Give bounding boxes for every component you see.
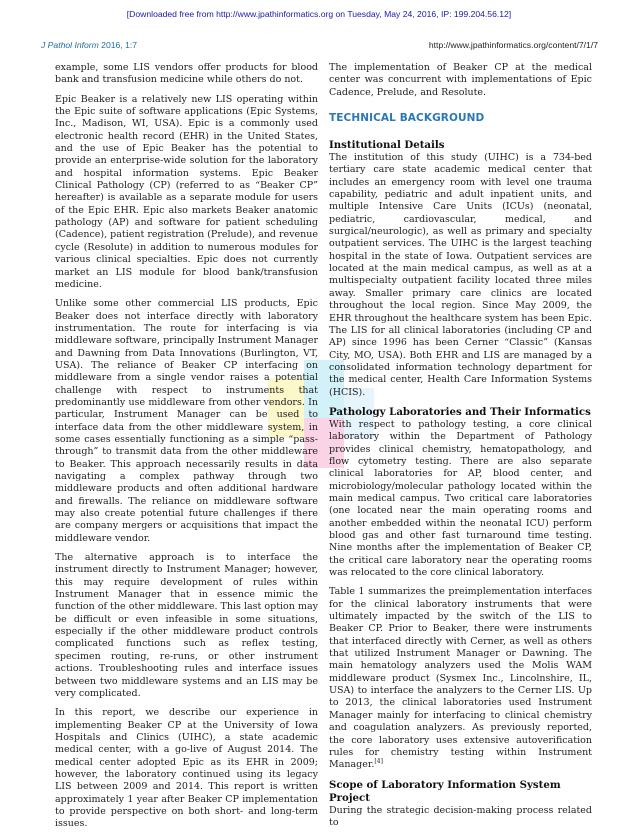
subsection-heading: Institutional Details: [329, 139, 445, 152]
section-heading: TECHNICAL BACKGROUND: [329, 112, 485, 125]
reference-link[interactable]: [4]: [374, 758, 383, 766]
subsection-heading: Pathology Laboratories and Their Informatics: [329, 405, 591, 418]
download-banner: [Downloaded free from http://www.jpathinformatics.org on Tuesday, May 24, 2016, IP: 199.204.56.12]: [126, 9, 512, 19]
paragraph: Epic Beaker is a relatively new LIS operating within the Epic suite of software applications (Epic Systems, Inc., Madison, WI, USA). Epic is a commonly used electronic health record (EHR) in the United States, and the use of Epic Beaker has the potential to provide an enterprise-wide solution for the laboratory and hospital information systems. Epic Beaker Clinical Pathology (CP) (referred to as “Beaker CP” hereafter) is available as a separate module for users of the Epic EHR. Epic also markets Beaker anatomic pathology (AP) and software for patient scheduling (Cadence), patient registration (Prelude), and revenue cycle (Resolute) in addition to numerous modules for various clinical specialties. Epic does not currently market an LIS module for blood bank/transfusion medicine.: [55, 93, 318, 290]
paragraph: During the strategic decision-making process related to: [329, 804, 592, 828]
paragraph: The implementation of Beaker CP at the medical center was concurrent with implementations of Epic Cadence, Prelude, and Resolute.: [329, 62, 592, 98]
running-header-citation: [41, 40, 137, 50]
paragraph: The institution of this study (UIHC) is a 734-bed tertiary care state academic medical center that includes an emergency room with level one trauma capability, pediatric and adult inpatient units, and multiple Intensive Care Units (ICUs) (neonatal, pediatric, cardiovascular, medical, and surgical/neurologic), as well as primary and specialty outpatient services. The UIHC is the largest teaching hospital in the state of Iowa. Outpatient services are located at the main medical campus, as well as at a multispecialty outpatient facility located three miles away. Smaller primary care clinics are located throughout the local region. Since May 2009, the EHR throughout the healthcare system has been Epic. The LIS for all clinical laboratories (including CP and AP) since 1996 has been Cerner “Classic” (Kansas City, MO, USA). Both EHR and LIS are managed by a consolidated information technology department for the medical center, Health Care Information Systems (HCIS).: [329, 152, 592, 398]
journal-name: J Pathol Inform: [41, 40, 99, 50]
paragraph-text: Table 1 summarizes the preimplementation interfaces for the clinical laboratory instruments that were ultimately impacted by the switch of the LIS to Beaker CP. Prior to Beaker, there were instruments that interfaced directly with Cerner, as well as others that utilized Instrument Manager or Dawning. The main hematology analyzers used the Molis WAM middleware product (Sysmex Inc., Lincolnshire, IL, USA) to interface the analyzers to the Cerner LIS. Up to 2013, the clinical laboratories used Instrument Manager mainly for interfacing to clinical chemistry and coagulation analyzers. As previously reported, the core laboratory uses extensive autoverification rules for chemistry testing within Instrument Manager.: [329, 586, 592, 771]
paragraph: example, some LIS vendors offer products for blood bank and transfusion medicine while others do not.: [55, 62, 318, 86]
subsection-heading: Scope of Laboratory Information System Project: [329, 778, 561, 804]
paragraph: Unlike some other commercial LIS products, Epic Beaker does not interface directly with laboratory instrumentation. The route for interfacing is via middleware software, principally Instrument Manager and Dawning from Data Innovations (Burlington, VT, USA). The reliance of Beaker CP interfacing on middleware from a single vendor raises a potential challenge with respect to instruments that predominantly use middleware from other vendors. In particular, Instrument Manager can be used to interface data from the other middleware system, in some cases essentially functioning as a simple “pass-through” to transmit data from the other middleware to Beaker. This approach necessarily results in data navigating a complex pathway through two middleware products and often additional hardware and firewalls. The reliance on middleware software may also create potential future challenges if there are company mergers or acquisitions that impact the middleware vendor.: [55, 298, 318, 544]
paragraph: In this report, we describe our experience in implementing Beaker CP at the University of Iowa Hospitals and Clinics (UIHC), a state academic medical center, with a go-live of August 2014. The medical center adopted Epic as its EHR in 2009; however, the laboratory continued using its legacy LIS between 2009 and 2014. This report is written approximately 1 year after Beaker CP implementation to provide perspective on both short- and long-term issues.: [55, 707, 318, 830]
right-column: [329, 62, 592, 836]
paragraph: With respect to pathology testing, a core clinical laboratory within the Department of Pathology provides clinical chemistry, hematopathology, and flow cytometry testing. There are also separate clinical laboratories for AP, blood center, and microbiology/molecular pathology located within the main medical campus. Two critical care laboratories (one located near the main operating rooms and another embedded within the neonatal ICU) perform blood gas and other fast turnaround time testing. Nine months after the implementation of Beaker CP, the critical care laboratory near the operating rooms was relocated to the core clinical laboratory.: [329, 418, 592, 579]
paragraph: The alternative approach is to interface the instrument directly to Instrument Manager; however, this may require development of rules within Instrument Manager that in essence mimic the function of the other middleware. This last option may be difficult or even infeasible in some situations, especially if the other middleware product controls complicated functions such as reflex testing, specimen routing, re-runs, or other instrument actions. Troubleshooting rules and interface issues between two middleware systems and an LIS may be very complicated.: [55, 552, 318, 699]
journal-volume: 2016, 1:7: [98, 40, 138, 50]
paragraph: [329, 586, 592, 771]
left-column: [55, 62, 318, 838]
running-header-url[interactable]: http://www.jpathinformatics.org/content/7/1/7: [428, 40, 598, 50]
